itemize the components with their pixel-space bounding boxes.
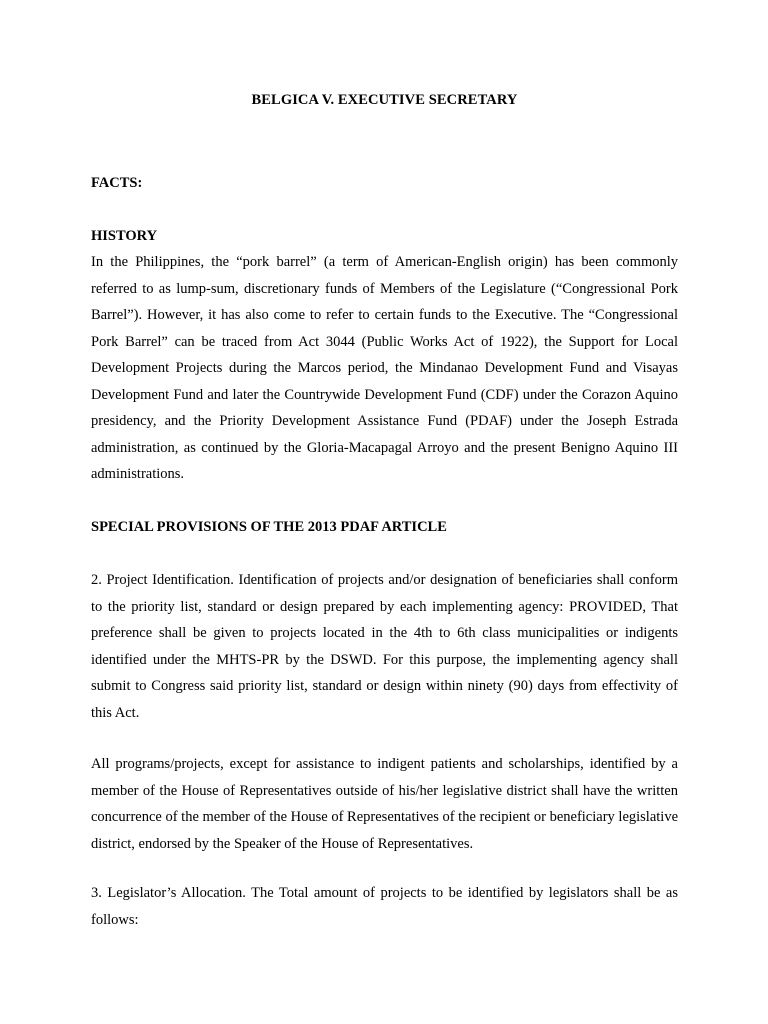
history-heading: HISTORY: [91, 228, 158, 244]
all-programs-paragraph: All programs/projects, except for assistance to indigent patients and scholarships, identified by a member of the House of Representatives outside of his/her legislative district shall have the written concurrence of the member of the House of Representatives of the recipient or beneficiary legislative district, endorsed by the Speaker of the House of Representatives.: [91, 756, 679, 852]
history-paragraph: In the Philippines, the “pork barrel” (a term of American-English origin) has been commonly referred to as lump-sum, discretionary funds of Members of the Legislature (“Congressional Pork Barrel”). However, it has also come to refer to certain funds to the Executive. The “Congressional Pork Barrel” can be traced from Act 3044 (Public Works Act of 1922), the Support for Local Development Projects during the Marcos period, the Mindanao Development Fund and Visayas Development Fund and later the Countrywide Development Fund (CDF) under the Corazon Aquino presidency, and the Priority Development Assistance Fund (PDAF) under the Joseph Estrada administration, as continued by the Gloria-Macapagal Arroyo and the present Benigno Aquino III administrations.: [91, 254, 678, 482]
document-title: BELGICA V. EXECUTIVE SECRETARY: [251, 92, 518, 108]
facts-heading: FACTS:: [91, 175, 143, 191]
special-provisions-heading: SPECIAL PROVISIONS OF THE 2013 PDAF ARTICLE: [91, 519, 447, 535]
project-identification-paragraph: 2. Project Identification. Identification of projects and/or designation of beneficiaries shall conform to the priority list, standard or design prepared by each implementing agency: PROVIDED, That preference shall be given to projects located in the 4th to 6th class municipalities or indigents identified under the MHTS-PR by the DSWD. For this purpose, the implementing agency shall submit to Congress said priority list, standard or design within ninety (90) days from effectivity of this Act.: [91, 572, 678, 721]
legislators-allocation-paragraph: 3. Legislator’s Allocation. The Total amount of projects to be identified by legislators shall be as follows:: [91, 885, 678, 928]
